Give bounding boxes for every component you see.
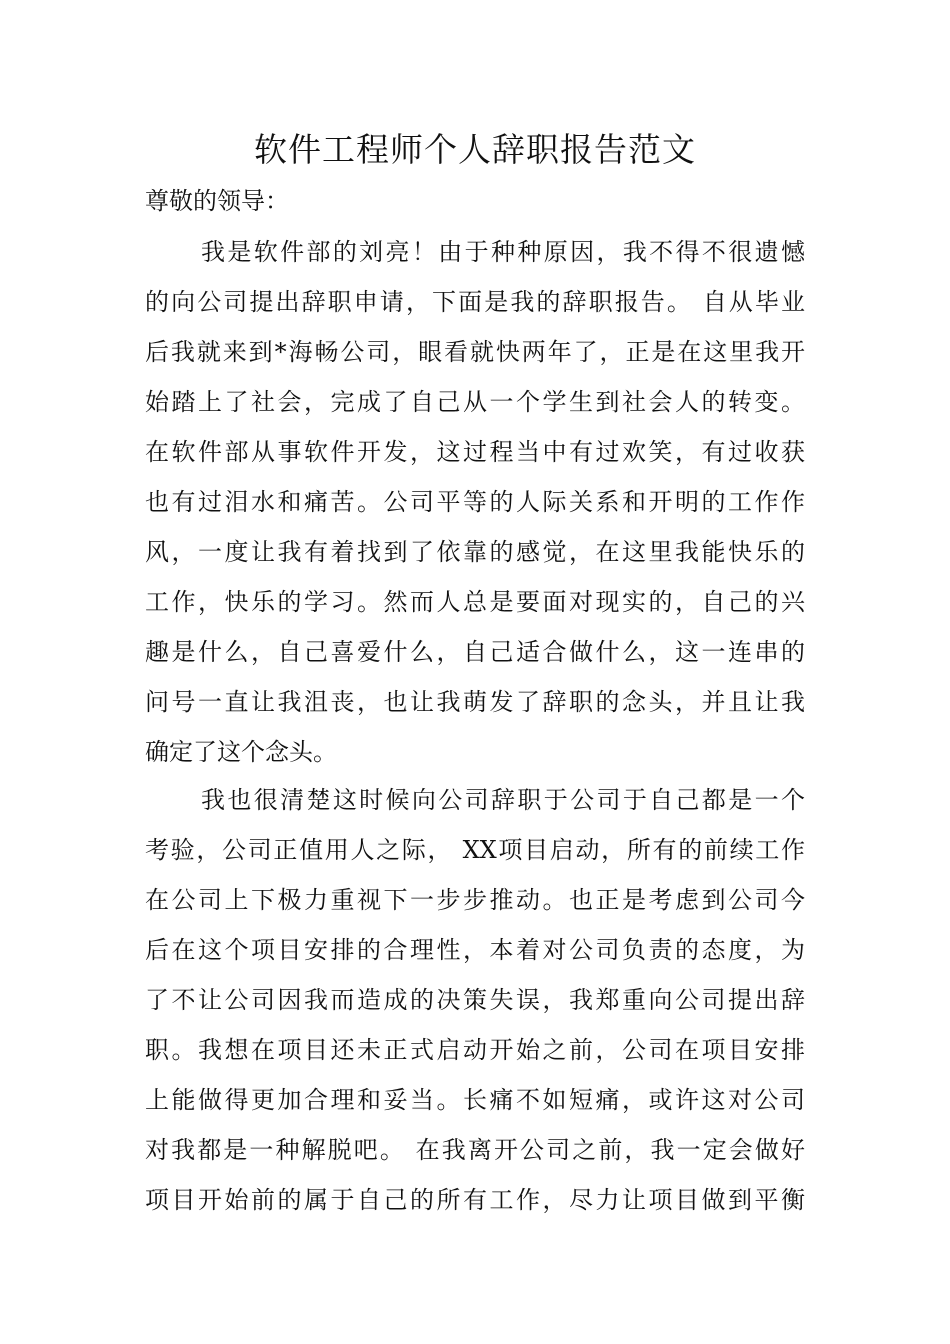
- paragraph-line: 确定了这个念头。: [145, 738, 337, 766]
- paragraph-line: 职。我想在项目还未正式启动开始之前，公司在项目安排: [145, 1036, 805, 1064]
- paragraph-line: 在公司上下极力重视下一步步推动。也正是考虑到公司今: [145, 886, 805, 914]
- paragraph-line: 工作，快乐的学习。然而人总是要面对现实的，自己的兴: [145, 588, 805, 616]
- paragraph-line: 上能做得更加合理和妥当。长痛不如短痛，或许这对公司: [145, 1086, 805, 1114]
- document-title: 软件工程师个人辞职报告范文: [254, 130, 696, 169]
- paragraph-1: [145, 227, 805, 777]
- paragraph-line: 对我都是一种解脱吧。 在我离开公司之前，我一定会做好: [145, 1136, 805, 1164]
- paragraph-line: 风，一度让我有着找到了依靠的感觉，在这里我能快乐的: [145, 538, 805, 566]
- paragraph-line: 后我就来到*海畅公司，眼看就快两年了，正是在这里我开: [145, 338, 805, 366]
- paragraph-line: 项目开始前的属于自己的所有工作，尽力让项目做到平衡: [145, 1186, 805, 1214]
- paragraph-line: 在软件部从事软件开发，这过程当中有过欢笑，有过收获: [145, 438, 805, 466]
- paragraph-line: 后在这个项目安排的合理性，本着对公司负责的态度，为: [145, 936, 805, 964]
- paragraph-line: 也有过泪水和痛苦。公司平等的人际关系和开明的工作作: [145, 488, 805, 516]
- paragraph-line: 考验，公司正值用人之际， XX项目启动，所有的前续工作: [145, 836, 805, 864]
- paragraph-line: 始踏上了社会，完成了自己从一个学生到社会人的转变。: [145, 388, 805, 416]
- paragraph-line: 了不让公司因我而造成的决策失误，我郑重向公司提出辞: [145, 986, 805, 1014]
- salutation: 尊敬的领导：: [145, 187, 289, 215]
- paragraph-line: 的向公司提出辞职申请，下面是我的辞职报告。 自从毕业: [145, 288, 805, 316]
- paragraph-line: 趣是什么，自己喜爱什么，自己适合做什么，这一连串的: [145, 638, 805, 666]
- paragraph-line: 问号一直让我沮丧，也让我萌发了辞职的念头，并且让我: [145, 688, 805, 716]
- paragraph-line: 我是软件部的刘亮！由于种种原因，我不得不很遗憾: [201, 238, 805, 266]
- paragraph-line: 我也很清楚这时候向公司辞职于公司于自己都是一个: [201, 786, 805, 814]
- paragraph-2: [145, 775, 805, 1225]
